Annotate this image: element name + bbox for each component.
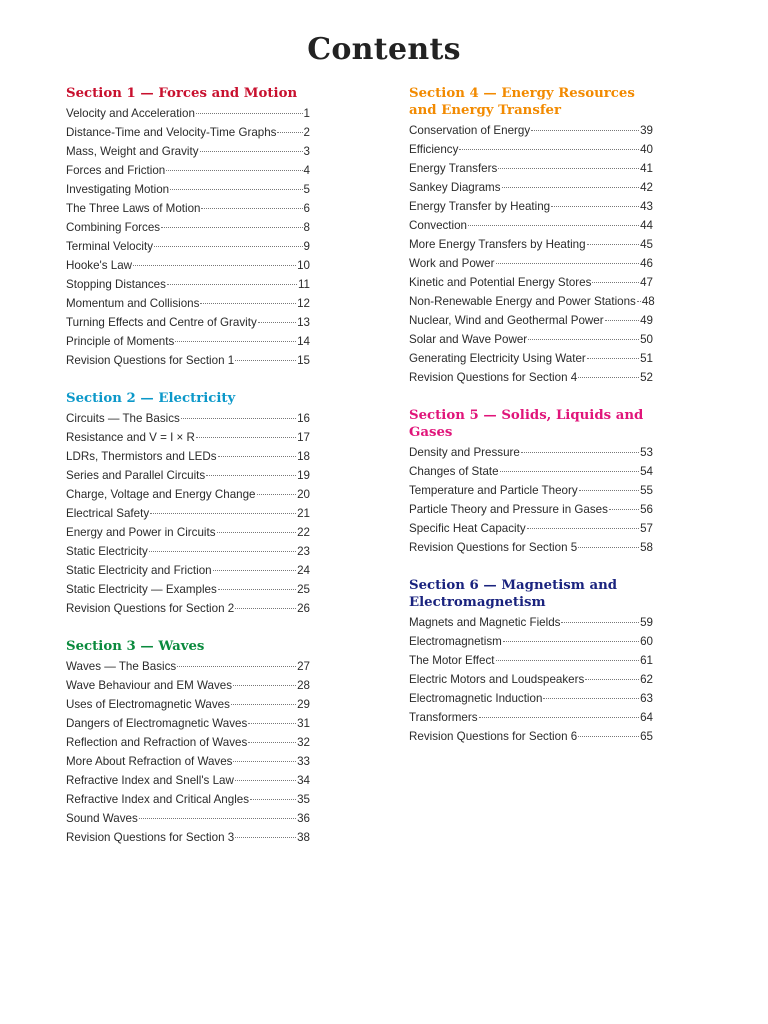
toc-entry[interactable] xyxy=(66,218,310,237)
entry-title: More Energy Transfers by Heating xyxy=(409,238,586,251)
page-number: 20 xyxy=(297,488,310,501)
dot-leader xyxy=(170,189,302,190)
page-number: 65 xyxy=(640,730,653,743)
entry-title: Stopping Distances xyxy=(66,278,166,291)
entry-title: Series and Parallel Circuits xyxy=(66,469,206,482)
entry-title: Work and Power xyxy=(409,257,495,270)
toc-entry[interactable] xyxy=(66,771,310,790)
entry-title: Electromagnetic Induction xyxy=(409,692,543,705)
toc-entry[interactable] xyxy=(409,689,653,708)
page-number: 11 xyxy=(297,278,310,291)
page-number: 55 xyxy=(640,484,653,497)
toc-section xyxy=(409,577,653,746)
dot-leader xyxy=(257,494,297,495)
page-number: 57 xyxy=(640,522,653,535)
dot-leader xyxy=(527,528,639,529)
dot-leader xyxy=(250,799,296,800)
page-number: 2 xyxy=(303,126,310,139)
section-heading: Section 4 — Energy Resources and Energy Transfer xyxy=(409,86,635,118)
entry-title: Dangers of Electromagnetic Waves xyxy=(66,717,248,730)
left-column xyxy=(66,85,310,867)
dot-leader xyxy=(139,818,296,819)
dot-leader xyxy=(500,471,640,472)
toc-entry[interactable] xyxy=(409,159,653,178)
toc-entry[interactable] xyxy=(409,140,653,159)
page-number: 52 xyxy=(640,371,653,384)
toc-entry[interactable] xyxy=(66,199,310,218)
toc-entry[interactable] xyxy=(66,332,310,351)
toc-entry[interactable] xyxy=(66,161,310,180)
page-number: 51 xyxy=(640,352,653,365)
toc-entry[interactable] xyxy=(66,504,310,523)
page-number: 12 xyxy=(297,297,310,310)
dot-leader xyxy=(585,679,639,680)
dot-leader xyxy=(578,547,639,548)
page-number: 42 xyxy=(640,181,653,194)
toc-entry[interactable] xyxy=(66,657,310,676)
toc-entry[interactable] xyxy=(409,651,653,670)
entry-title: Efficiency xyxy=(409,143,459,156)
toc-entry[interactable] xyxy=(409,254,653,273)
page-number: 6 xyxy=(303,202,310,215)
entry-title: Refractive Index and Snell's Law xyxy=(66,774,234,787)
page-number: 58 xyxy=(640,541,653,554)
dot-leader xyxy=(201,208,302,209)
dot-leader xyxy=(503,641,639,642)
toc-entry[interactable] xyxy=(409,178,653,197)
dot-leader xyxy=(196,437,296,438)
entry-title: Reflection and Refraction of Waves xyxy=(66,736,248,749)
toc-entry[interactable] xyxy=(66,256,310,275)
toc-entry[interactable] xyxy=(66,275,310,294)
dot-leader xyxy=(587,244,640,245)
dot-leader xyxy=(521,452,639,453)
toc-entry[interactable] xyxy=(66,523,310,542)
entry-title: Revision Questions for Section 4 xyxy=(409,371,578,384)
entry-title: Wave Behaviour and EM Waves xyxy=(66,679,233,692)
entry-title: Sankey Diagrams xyxy=(409,181,501,194)
entry-title: Mass, Weight and Gravity xyxy=(66,145,199,158)
dot-leader xyxy=(248,742,296,743)
toc-section xyxy=(66,390,310,618)
page-number: 47 xyxy=(640,276,653,289)
toc-entry[interactable] xyxy=(66,123,310,142)
entry-title: Energy and Power in Circuits xyxy=(66,526,216,539)
page-number: 19 xyxy=(297,469,310,482)
toc-entry[interactable] xyxy=(409,311,653,330)
entry-title: Forces and Friction xyxy=(66,164,166,177)
entry-title: Charge, Voltage and Energy Change xyxy=(66,488,256,501)
dot-leader xyxy=(181,418,296,419)
page-number: 27 xyxy=(297,660,310,673)
toc-section xyxy=(66,85,310,370)
page-number: 62 xyxy=(640,673,653,686)
toc-entry[interactable] xyxy=(409,462,653,481)
dot-leader xyxy=(258,322,296,323)
dot-leader xyxy=(587,358,639,359)
toc-entry[interactable] xyxy=(66,447,310,466)
dot-leader xyxy=(133,265,296,266)
entry-title: Revision Questions for Section 2 xyxy=(66,602,235,615)
page-number: 33 xyxy=(297,755,310,768)
entry-title: Kinetic and Potential Energy Stores xyxy=(409,276,592,289)
entry-title: Circuits — The Basics xyxy=(66,412,180,425)
toc-entry[interactable] xyxy=(409,197,653,216)
page-number: 53 xyxy=(640,446,653,459)
toc-entry[interactable] xyxy=(66,180,310,199)
dot-leader xyxy=(459,149,639,150)
entry-title: Energy Transfer by Heating xyxy=(409,200,551,213)
entry-title: Turning Effects and Centre of Gravity xyxy=(66,316,257,329)
page-number: 15 xyxy=(297,354,310,367)
page-number: 63 xyxy=(640,692,653,705)
section-heading: Section 2 — Electricity xyxy=(66,391,236,406)
dot-leader xyxy=(277,132,302,133)
page-number: 61 xyxy=(640,654,653,667)
page-number: 21 xyxy=(297,507,310,520)
dot-leader xyxy=(496,660,640,661)
entry-title: Distance-Time and Velocity-Time Graphs xyxy=(66,126,277,139)
entry-title: Generating Electricity Using Water xyxy=(409,352,586,365)
entry-title: Velocity and Acceleration xyxy=(66,107,195,120)
dot-leader xyxy=(167,284,297,285)
page-number: 45 xyxy=(640,238,653,251)
dot-leader xyxy=(468,225,639,226)
toc-entry[interactable] xyxy=(66,142,310,161)
dot-leader xyxy=(605,320,639,321)
dot-leader xyxy=(235,837,296,838)
entry-title: LDRs, Thermistors and LEDs xyxy=(66,450,217,463)
dot-leader xyxy=(218,589,296,590)
dot-leader xyxy=(496,263,640,264)
entry-title: Investigating Motion xyxy=(66,183,170,196)
dot-leader xyxy=(248,723,296,724)
dot-leader xyxy=(498,168,639,169)
entry-title: Changes of State xyxy=(409,465,499,478)
toc-entry[interactable] xyxy=(409,632,653,651)
entry-title: Solar and Wave Power xyxy=(409,333,528,346)
toc-entry[interactable] xyxy=(66,752,310,771)
entry-title: Principle of Moments xyxy=(66,335,175,348)
entry-title: Sound Waves xyxy=(66,812,138,825)
entry-title: Terminal Velocity xyxy=(66,240,153,253)
toc-entry[interactable] xyxy=(66,428,310,447)
toc-entry[interactable] xyxy=(66,599,310,618)
dot-leader xyxy=(218,456,297,457)
page-number: 59 xyxy=(640,616,653,629)
entry-title: Magnets and Magnetic Fields xyxy=(409,616,561,629)
toc-section xyxy=(409,85,653,387)
entry-title: Static Electricity — Examples xyxy=(66,583,217,596)
page-number: 13 xyxy=(297,316,310,329)
page-number: 46 xyxy=(640,257,653,270)
page-number: 36 xyxy=(297,812,310,825)
toc-entry[interactable] xyxy=(409,670,653,689)
dot-leader xyxy=(217,532,297,533)
toc-entry[interactable] xyxy=(66,580,310,599)
dot-leader xyxy=(150,513,296,514)
toc-entry[interactable] xyxy=(66,104,310,123)
entry-title: Electromagnetism xyxy=(409,635,502,648)
dot-leader xyxy=(166,170,302,171)
entry-title: Transformers xyxy=(409,711,478,724)
page-number: 34 xyxy=(297,774,310,787)
toc-entry[interactable] xyxy=(409,727,653,746)
dot-leader xyxy=(231,704,296,705)
entry-title: The Three Laws of Motion xyxy=(66,202,201,215)
dot-leader xyxy=(528,339,639,340)
page-number: 60 xyxy=(640,635,653,648)
dot-leader xyxy=(206,475,296,476)
page-number: 50 xyxy=(640,333,653,346)
dot-leader xyxy=(235,608,296,609)
toc-entry[interactable] xyxy=(409,273,653,292)
dot-leader xyxy=(154,246,303,247)
dot-leader xyxy=(161,227,302,228)
page-number: 32 xyxy=(297,736,310,749)
page-number: 44 xyxy=(640,219,653,232)
page-number: 31 xyxy=(297,717,310,730)
toc-entry[interactable] xyxy=(409,443,653,462)
dot-leader xyxy=(578,736,639,737)
dot-leader xyxy=(479,717,640,718)
entry-title: Particle Theory and Pressure in Gases xyxy=(409,503,608,516)
entry-title: Combining Forces xyxy=(66,221,161,234)
entry-title: Static Electricity and Friction xyxy=(66,564,212,577)
dot-leader xyxy=(175,341,296,342)
dot-leader xyxy=(213,570,296,571)
page-number: 41 xyxy=(640,162,653,175)
page-number: 49 xyxy=(640,314,653,327)
entry-title: Density and Pressure xyxy=(409,446,520,459)
page-number: 38 xyxy=(297,831,310,844)
toc-entry[interactable] xyxy=(409,349,653,368)
dot-leader xyxy=(177,666,296,667)
toc-entry[interactable] xyxy=(409,292,653,311)
toc-entry[interactable] xyxy=(409,613,653,632)
toc-entry[interactable] xyxy=(66,714,310,733)
entry-title: Specific Heat Capacity xyxy=(409,522,526,535)
page-number: 3 xyxy=(303,145,310,158)
toc-entry[interactable] xyxy=(66,542,310,561)
page-number: 39 xyxy=(640,124,653,137)
toc-entry[interactable] xyxy=(409,538,653,557)
toc-entry[interactable] xyxy=(66,313,310,332)
entry-title: Conservation of Energy xyxy=(409,124,531,137)
entry-title: Nuclear, Wind and Geothermal Power xyxy=(409,314,604,327)
page-number: 54 xyxy=(640,465,653,478)
entry-title: Electrical Safety xyxy=(66,507,150,520)
entry-title: The Motor Effect xyxy=(409,654,495,667)
entry-title: Revision Questions for Section 5 xyxy=(409,541,578,554)
toc-entry[interactable] xyxy=(409,216,653,235)
toc-entry[interactable] xyxy=(409,519,653,538)
entry-title: Revision Questions for Section 6 xyxy=(409,730,578,743)
page-number: 29 xyxy=(297,698,310,711)
dot-leader xyxy=(235,780,296,781)
section-heading: Section 1 — Forces and Motion xyxy=(66,86,298,101)
toc-entry[interactable] xyxy=(66,351,310,370)
entry-title: Electric Motors and Loudspeakers xyxy=(409,673,585,686)
page-number: 43 xyxy=(640,200,653,213)
entry-title: Uses of Electromagnetic Waves xyxy=(66,698,230,711)
dot-leader xyxy=(561,622,639,623)
page-title: Contents xyxy=(307,32,461,67)
right-column xyxy=(409,85,653,766)
dot-leader xyxy=(531,130,639,131)
page-number: 26 xyxy=(297,602,310,615)
page-number: 56 xyxy=(640,503,653,516)
section-heading: Section 3 — Waves xyxy=(66,639,205,654)
entry-title: Hooke's Law xyxy=(66,259,133,272)
toc-entry[interactable] xyxy=(409,708,653,727)
toc-entry[interactable] xyxy=(409,500,653,519)
page-number: 23 xyxy=(297,545,310,558)
toc-entry[interactable] xyxy=(409,121,653,140)
dot-leader xyxy=(149,551,296,552)
page-number: 18 xyxy=(297,450,310,463)
page-number: 8 xyxy=(303,221,310,234)
toc-entry[interactable] xyxy=(66,828,310,847)
entry-title: Static Electricity xyxy=(66,545,148,558)
toc-entry[interactable] xyxy=(66,409,310,428)
page-number: 24 xyxy=(297,564,310,577)
dot-leader xyxy=(592,282,639,283)
dot-leader xyxy=(233,761,296,762)
entry-title: Revision Questions for Section 3 xyxy=(66,831,235,844)
dot-leader xyxy=(502,187,640,188)
entry-title: Momentum and Collisions xyxy=(66,297,200,310)
page-number: 40 xyxy=(640,143,653,156)
page-number: 17 xyxy=(297,431,310,444)
entry-title: Waves — The Basics xyxy=(66,660,177,673)
toc-entry[interactable] xyxy=(66,695,310,714)
page-number: 1 xyxy=(303,107,310,120)
entry-title: Resistance and V = I × R xyxy=(66,431,195,444)
section-heading: Section 6 — Magnetism and Electromagnetism xyxy=(409,578,618,610)
entry-title: More About Refraction of Waves xyxy=(66,755,233,768)
page-number: 22 xyxy=(297,526,310,539)
page-number: 28 xyxy=(297,679,310,692)
dot-leader xyxy=(637,301,641,302)
page-number: 25 xyxy=(297,583,310,596)
section-heading: Section 5 — Solids, Liquids and Gases xyxy=(409,408,644,440)
entry-title: Convection xyxy=(409,219,468,232)
dot-leader xyxy=(609,509,639,510)
toc-entry[interactable] xyxy=(409,481,653,500)
page-number: 5 xyxy=(303,183,310,196)
toc-section xyxy=(66,638,310,847)
toc-section xyxy=(409,407,653,557)
toc-entry[interactable] xyxy=(66,809,310,828)
toc-entry[interactable] xyxy=(66,237,310,256)
page-number: 16 xyxy=(297,412,310,425)
page-number: 48 xyxy=(641,295,655,308)
dot-leader xyxy=(196,113,303,114)
dot-leader xyxy=(200,303,296,304)
page-number: 4 xyxy=(303,164,310,177)
toc-entry[interactable] xyxy=(409,368,653,387)
page-number: 35 xyxy=(297,793,310,806)
toc-entry[interactable] xyxy=(66,485,310,504)
dot-leader xyxy=(235,360,296,361)
toc-entry[interactable] xyxy=(409,330,653,349)
entry-title: Non-Renewable Energy and Power Stations xyxy=(409,295,636,308)
page-number: 10 xyxy=(297,259,310,272)
page-number: 14 xyxy=(297,335,310,348)
dot-leader xyxy=(233,685,296,686)
entry-title: Temperature and Particle Theory xyxy=(409,484,578,497)
dot-leader xyxy=(578,377,639,378)
toc-entry[interactable] xyxy=(66,676,310,695)
entry-title: Energy Transfers xyxy=(409,162,498,175)
toc-entry[interactable] xyxy=(66,790,310,809)
toc-entry[interactable] xyxy=(66,294,310,313)
toc-entry[interactable] xyxy=(66,733,310,752)
page-number: 9 xyxy=(303,240,310,253)
dot-leader xyxy=(551,206,639,207)
dot-leader xyxy=(200,151,303,152)
toc-entry[interactable] xyxy=(66,561,310,580)
toc-entry[interactable] xyxy=(66,466,310,485)
dot-leader xyxy=(579,490,639,491)
toc-entry[interactable] xyxy=(409,235,653,254)
entry-title: Revision Questions for Section 1 xyxy=(66,354,235,367)
dot-leader xyxy=(543,698,639,699)
page-number: 64 xyxy=(640,711,653,724)
entry-title: Refractive Index and Critical Angles xyxy=(66,793,250,806)
